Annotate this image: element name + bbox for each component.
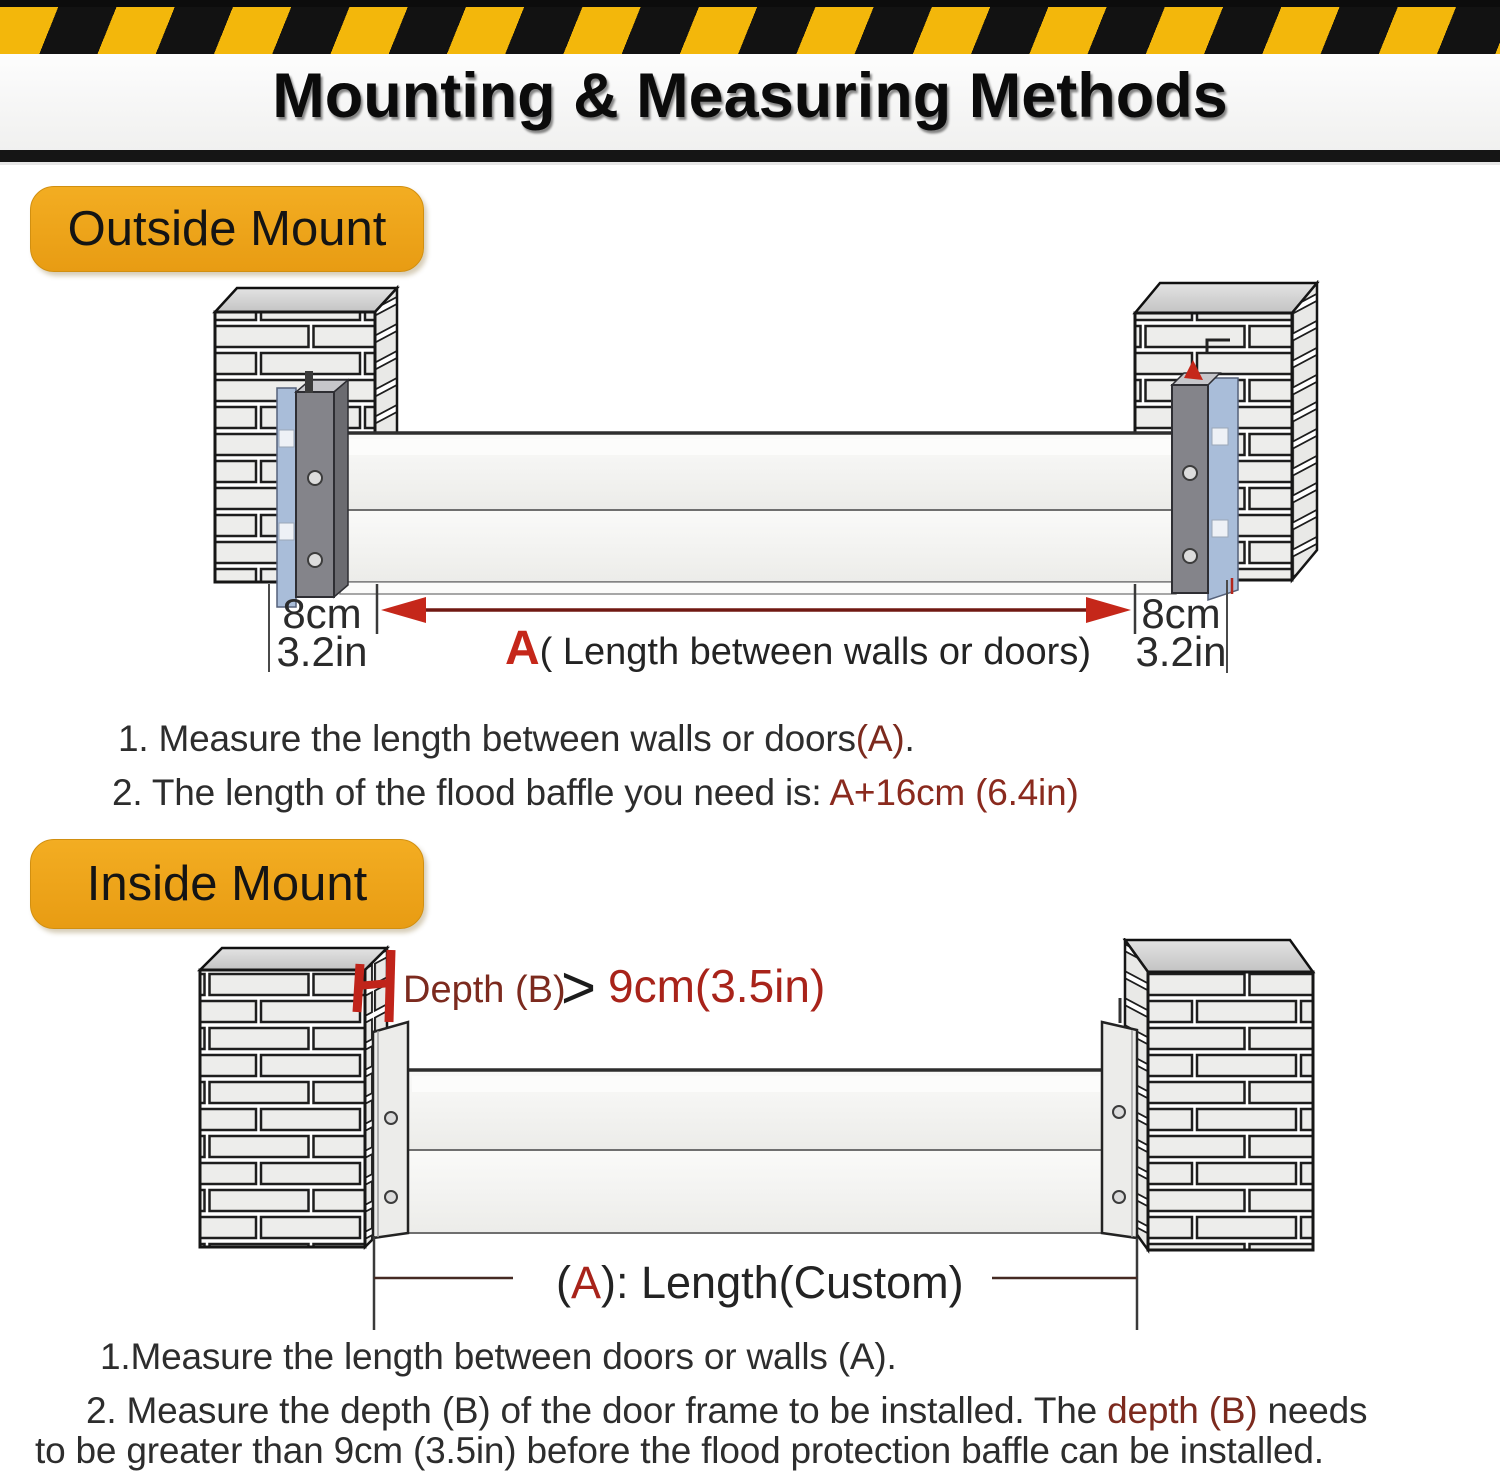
mounting-plate-left — [373, 1022, 408, 1238]
depth-value: 9cm(3.5in) — [608, 960, 826, 1012]
page-title: Mounting & Measuring Methods — [272, 61, 1228, 131]
left-offset-in: 3.2in — [276, 628, 368, 675]
flood-barrier — [340, 433, 1176, 594]
inside-mount-diagram — [0, 938, 1500, 1338]
span-letter-a: A — [571, 1257, 602, 1308]
right-offset-in: 3.2in — [1135, 628, 1227, 675]
depth-gt: > — [561, 954, 597, 1021]
inside-measurement — [374, 1236, 1137, 1330]
outside-step-2: 2. The length of the flood baffle you need is: A+16cm (6.4in) — [112, 772, 1079, 813]
screw-hole — [308, 471, 322, 485]
inside-step-1: 1.Measure the length between doors or walls (A). — [100, 1336, 897, 1377]
depth-annotation — [403, 954, 825, 1021]
gasket-right — [1208, 378, 1238, 600]
screw-hole — [1113, 1191, 1125, 1203]
span-letter-a: A — [505, 622, 540, 675]
depth-b-highlight: depth (B) — [1107, 1390, 1258, 1431]
outside-step-1: 1. Measure the length between walls or doors(A). — [118, 718, 915, 759]
caution-tape-stripes — [0, 0, 1500, 61]
barrier-panel-bottom — [340, 510, 1176, 582]
depth-label: Depth (B) — [403, 969, 566, 1011]
outside-mount-badge — [30, 186, 424, 272]
mounting-plate-right — [1102, 998, 1137, 1238]
right-brick-pillar — [1125, 940, 1313, 1250]
barrier-panel-bottom — [408, 1150, 1104, 1233]
step1-highlight: (A) — [855, 718, 905, 759]
screw-hole — [308, 553, 322, 567]
outside-mount-badge-label: Outside Mount — [67, 202, 387, 256]
inside-mount-badge — [30, 839, 424, 929]
screw-hole — [385, 1191, 397, 1203]
mounting-channel-left — [296, 371, 348, 597]
barrier-bottom-lip — [340, 582, 1176, 594]
outside-mount-diagram — [0, 280, 1500, 690]
screw-hole — [1183, 549, 1197, 563]
screw-hole — [1113, 1106, 1125, 1118]
step2-highlight: A+16cm (6.4in) — [829, 772, 1079, 813]
gasket-left — [277, 388, 296, 607]
inside-span-caption: (A): Length(Custom) — [556, 1257, 964, 1308]
inside-mount-badge-label: Inside Mount — [86, 857, 368, 911]
flood-barrier — [408, 1070, 1104, 1233]
left-offset-cm: 8cm — [282, 590, 362, 637]
channel-pin — [305, 371, 313, 393]
inside-step-2: 2. Measure the depth (B) of the door frame to be installed. The depth (B) needs — [86, 1390, 1368, 1431]
header-divider — [0, 150, 1500, 162]
screw-hole — [1183, 466, 1197, 480]
right-offset-cm: 8cm — [1141, 590, 1221, 637]
inside-step-2-line2: to be greater than 9cm (3.5in) before the flood protection baffle can be installed. — [35, 1430, 1324, 1471]
screw-hole — [385, 1112, 397, 1124]
span-caption: A( Length between walls or doors) — [505, 622, 1091, 675]
